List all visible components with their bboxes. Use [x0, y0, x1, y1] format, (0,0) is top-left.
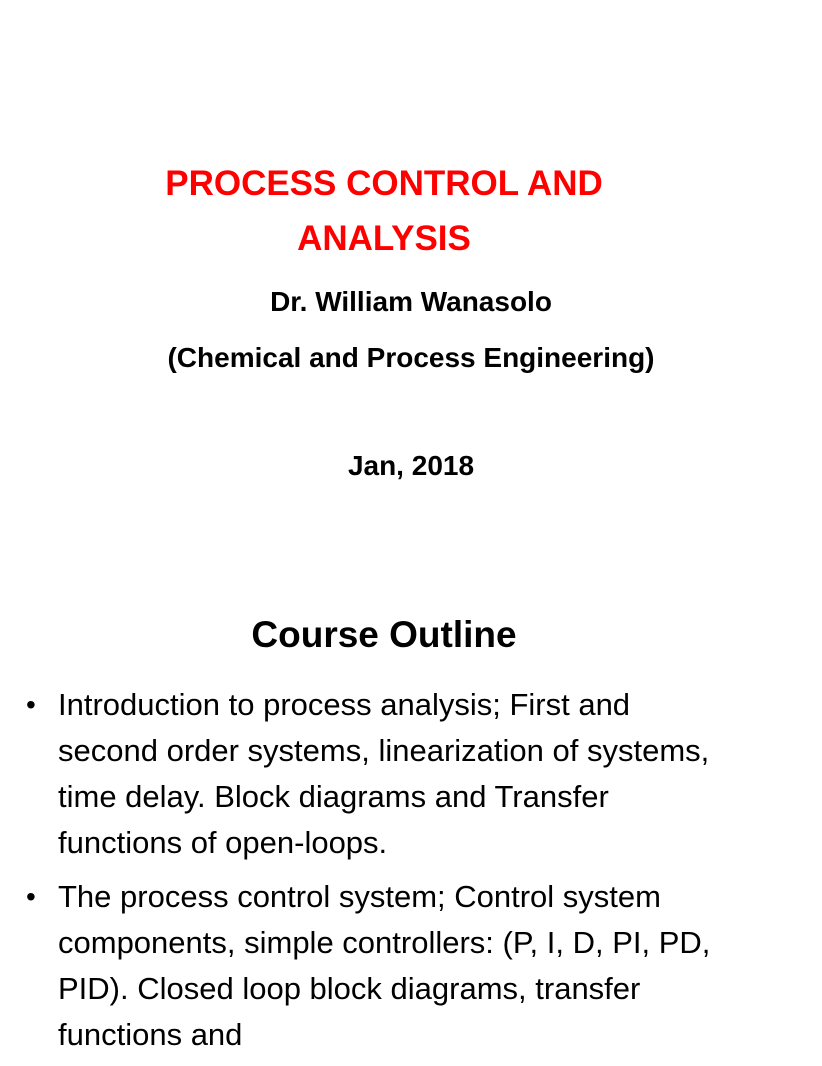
course-outline-heading: Course Outline — [251, 614, 517, 655]
course-outline-list — [22, 682, 732, 1066]
bullet-icon: • — [26, 689, 36, 720]
slide-title: PROCESS CONTROL AND ANALYSIS — [165, 164, 603, 258]
outline-item-text: The process control system; Control system components, simple controllers: (P, I, D, PI, PD, PID). Closed loop block diagrams, transfer functions and — [58, 879, 711, 1052]
outline-item-introduction — [22, 682, 732, 866]
author-affiliation: (Chemical and Process Engineering) — [167, 342, 655, 373]
bullet-icon: • — [26, 881, 36, 912]
outline-item-text: Introduction to process analysis; First and second order systems, linearization of systems, time delay. Block diagrams and Transfer functions of open-loops. — [58, 687, 710, 860]
presentation-date: Jan, 2018 — [347, 450, 475, 481]
outline-item-control-system — [22, 874, 732, 1058]
author-name: Dr. William Wanasolo — [270, 286, 552, 317]
